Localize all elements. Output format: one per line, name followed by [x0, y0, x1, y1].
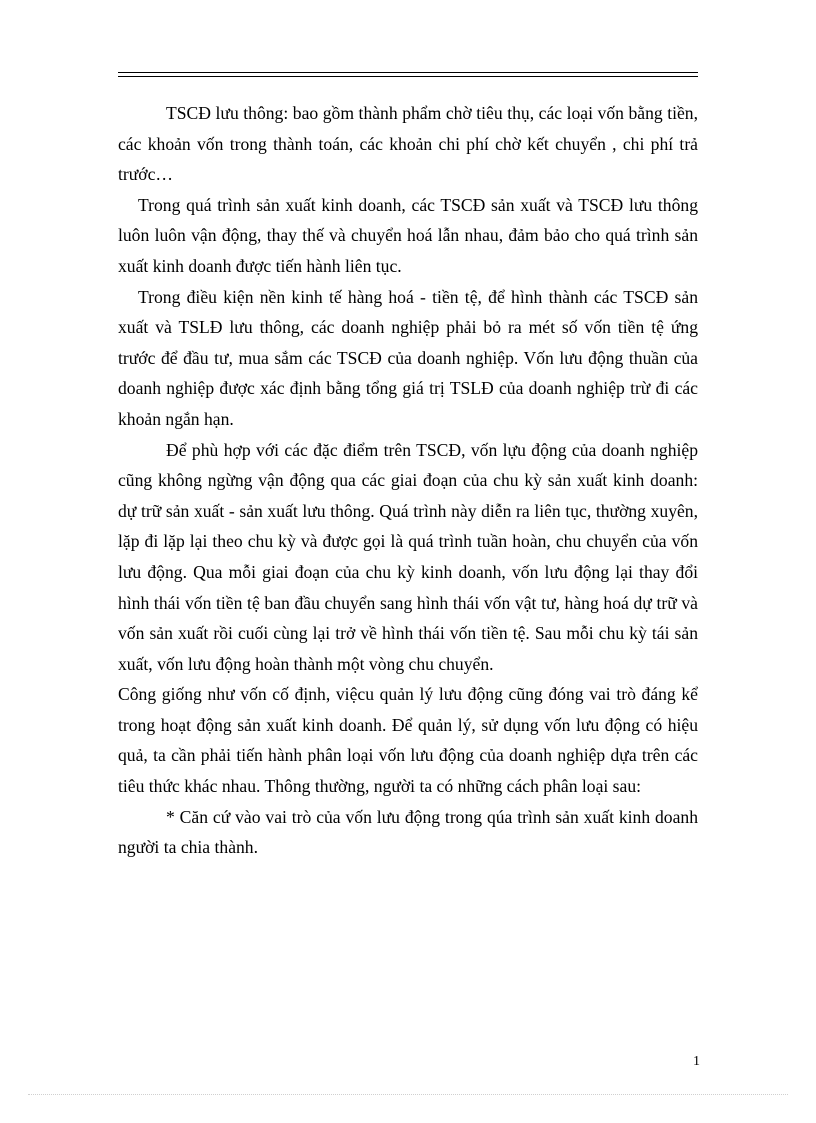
header-rule-top [118, 72, 698, 73]
header-rule-bottom [118, 76, 698, 77]
paragraph-can-cu-vai-tro: * Căn cứ vào vai trò của vốn lưu động trong qúa trình sản xuất kinh doanh người ta chia thành. [118, 806, 698, 858]
paragraph-dieu-kien-kinh-te: Trong điều kiện nền kinh tế hàng hoá - tiền tệ, để hình thành các TSCĐ sản xuất và TSLĐ lưu thông, các doanh nghiệp phải bỏ ra mét số vốn tiền tệ ứng trước để đầu tư, mua sắm các TSCĐ của doanh nghiệp. Vốn lưu động thuần của doanh nghiệp được xác định bằng tổng giá trị TSLĐ của doanh nghiệp trừ đi các khoản ngắn hạn. [118, 286, 698, 429]
paragraph-qua-trinh-san-xuat: Trong quá trình sản xuất kinh doanh, các TSCĐ sản xuất và TSCĐ lưu thông luôn luôn vận động, thay thế và chuyển hoá lẫn nhau, đảm bảo cho quá trình sản xuất kinh doanh được tiến hành liên tục. [118, 194, 698, 276]
body-text [118, 98, 698, 863]
footer-rule [28, 1094, 788, 1095]
paragraph-tscd-luu-thong: TSCĐ lưu thông: bao gồm thành phẩm chờ tiêu thụ, các loại vốn bằng tiền, các khoản vốn trong thành toán, các khoản chi phí chờ kết chuyển , chi phí trả trước… [118, 103, 698, 185]
paragraph-dac-diem-von-luu-dong: Để phù hợp với các đặc điểm trên TSCĐ, vốn lựu động của doanh nghiệp cũng không ngừng vận động qua các giai đoạn của chu kỳ sản xuất kinh doanh: dự trữ sản xuất - sản xuất lưu thông. Quá trình này diễn ra liên tục, thường xuyên, lặp đi lặp lại theo chu kỳ và được gọi là quá trình tuần hoàn, chu chuyển của vốn lưu động. Qua mỗi giai đoạn của chu kỳ kinh doanh, vốn lưu động lại thay đổi hình thái vốn tiền tệ ban đầu chuyển sang hình thái vốn vật tư, hàng hoá dự trữ và vốn sản xuất rồi cuối cùng lại trở về hình thái vốn tiền tệ. Sau mỗi chu kỳ tái sản xuất, vốn lưu động hoàn thành một vòng chu chuyển. [118, 439, 698, 674]
page-number: 1 [693, 1054, 700, 1069]
paragraph-quan-ly-von-luu-dong: Công giống như vốn cố định, việcu quản lý lưu động cũng đóng vai trò đáng kể trong hoạt động sản xuất kinh doanh. Để quản lý, sử dụng vốn lưu động có hiệu quả, ta cần phải tiến hành phân loại vốn lưu động của doanh nghiệp dựa trên các tiêu thức khác nhau. Thông thường, người ta có những cách phân loại sau: [118, 684, 698, 797]
